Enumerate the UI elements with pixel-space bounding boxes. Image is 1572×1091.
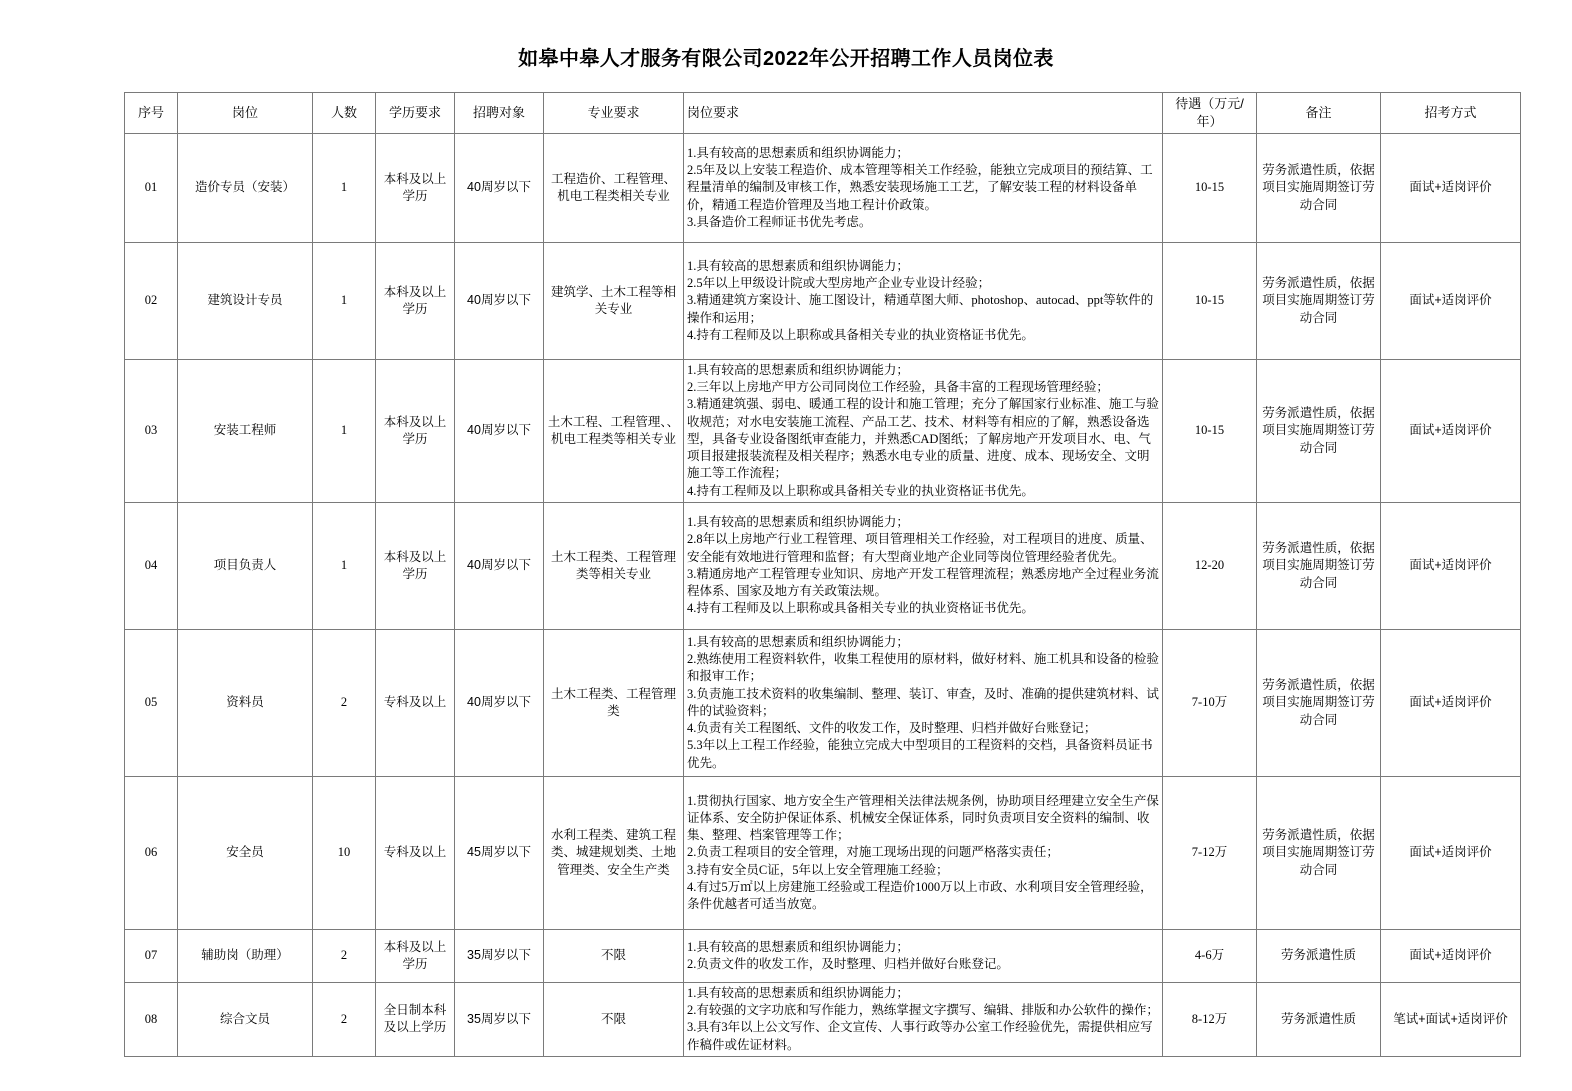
cell-position: 资料员 bbox=[178, 629, 313, 776]
job-table-container bbox=[124, 92, 1508, 1057]
cell-exam: 笔试+面试+适岗评价 bbox=[1381, 982, 1521, 1056]
requirement-line: 3.负责施工技术资料的收集编制、整理、装订、审查，及时、准确的提供建筑材料、试件的试验资料； bbox=[687, 686, 1159, 718]
cell-target: 40周岁以下 bbox=[455, 502, 544, 629]
column-header-target: 招聘对象 bbox=[455, 93, 544, 134]
cell-target: 35周岁以下 bbox=[455, 982, 544, 1056]
column-header-index: 序号 bbox=[125, 93, 178, 134]
cell-requirements bbox=[684, 359, 1163, 502]
cell-education: 本科及以上学历 bbox=[376, 242, 455, 359]
cell-salary: 4-6万 bbox=[1163, 929, 1257, 982]
cell-note: 劳务派遣性质，依据项目实施周期签订劳动合同 bbox=[1257, 629, 1381, 776]
cell-requirements bbox=[684, 502, 1163, 629]
requirement-line: 4.负责有关工程图纸、文件的收发工作，及时整理、归档并做好台账登记； bbox=[687, 721, 1097, 736]
table-row bbox=[125, 502, 1521, 629]
requirement-line: 2.负责文件的收发工作，及时整理、归档并做好台账登记。 bbox=[687, 956, 1009, 971]
requirement-line: 1.贯彻执行国家、地方安全生产管理相关法律法规条例，协助项目经理建立安全生产保证体系、安全防护保证体系、机械安全保证体系，同时负责项目安全资料的编制、收集、整理、档案管理等工作； bbox=[687, 793, 1159, 842]
cell-count: 2 bbox=[313, 929, 376, 982]
cell-education: 专科及以上 bbox=[376, 776, 455, 929]
cell-major: 建筑学、土木工程等相关专业 bbox=[544, 242, 684, 359]
cell-count: 1 bbox=[313, 359, 376, 502]
requirement-line: 2.有较强的文字功底和写作能力，熟练掌握文字撰写、编辑、排版和办公软件的操作； bbox=[687, 1003, 1159, 1018]
requirement-line: 2.5年以上甲级设计院或大型房地产企业专业设计经验； bbox=[687, 276, 991, 290]
column-header-requirements: 岗位要求 bbox=[684, 93, 1163, 134]
table-row bbox=[125, 242, 1521, 359]
cell-position: 建筑设计专员 bbox=[178, 242, 313, 359]
requirement-line: 3.具备造价工程师证书优先考虑。 bbox=[687, 214, 872, 229]
requirement-line: 1.具有较高的思想素质和组织协调能力； bbox=[687, 515, 909, 530]
recruitment-positions-table bbox=[124, 92, 1521, 1057]
requirement-line: 2.三年以上房地产甲方公司同岗位工作经验，具备丰富的工程现场管理经验； bbox=[687, 380, 1109, 395]
cell-salary: 8-12万 bbox=[1163, 982, 1257, 1056]
cell-target: 35周岁以下 bbox=[455, 929, 544, 982]
cell-count: 2 bbox=[313, 629, 376, 776]
cell-education: 本科及以上学历 bbox=[376, 133, 455, 242]
cell-education: 本科及以上学历 bbox=[376, 359, 455, 502]
cell-exam: 面试+适岗评价 bbox=[1381, 359, 1521, 502]
cell-requirements bbox=[684, 133, 1163, 242]
requirement-line: 1.具有较高的思想素质和组织协调能力； bbox=[687, 634, 909, 649]
cell-exam: 面试+适岗评价 bbox=[1381, 776, 1521, 929]
cell-note: 劳务派遣性质 bbox=[1257, 982, 1381, 1056]
requirement-line: 1.具有较高的思想素质和组织协调能力； bbox=[687, 985, 909, 1000]
requirement-line: 1.具有较高的思想素质和组织协调能力； bbox=[687, 362, 909, 377]
cell-requirements bbox=[684, 776, 1163, 929]
requirement-line: 1.具有较高的思想素质和组织协调能力； bbox=[687, 145, 909, 160]
requirement-line: 3.精通建筑方案设计、施工图设计，精通草图大师、photoshop、autocad、ppt等软件的操作和运用； bbox=[687, 293, 1154, 325]
cell-note: 劳务派遣性质，依据项目实施周期签订劳动合同 bbox=[1257, 133, 1381, 242]
cell-position: 安装工程师 bbox=[178, 359, 313, 502]
table-row bbox=[125, 982, 1521, 1056]
requirement-line: 4.有过5万㎡以上房建施工经验或工程造价1000万以上市政、水利项目安全管理经验，条件优越者可适当放宽。 bbox=[687, 879, 1153, 911]
column-header-count: 人数 bbox=[313, 93, 376, 134]
cell-exam: 面试+适岗评价 bbox=[1381, 502, 1521, 629]
page-title: 如皋中皋人才服务有限公司2022年公开招聘工作人员岗位表 bbox=[518, 48, 1054, 70]
cell-education: 本科及以上学历 bbox=[376, 929, 455, 982]
cell-requirements bbox=[684, 929, 1163, 982]
requirement-line: 2.5年及以上安装工程造价、成本管理等相关工作经验，能独立完成项目的预结算、工程量清单的编制及审核工作，熟悉安装现场施工工艺，了解安装工程的材料设备单价，精通工程造价管理及当地工程计价政策。 bbox=[687, 163, 1153, 212]
cell-salary: 7-10万 bbox=[1163, 629, 1257, 776]
cell-target: 40周岁以下 bbox=[455, 242, 544, 359]
cell-salary: 7-12万 bbox=[1163, 776, 1257, 929]
requirement-line: 1.具有较高的思想素质和组织协调能力； bbox=[687, 939, 909, 954]
cell-major: 土木工程类、工程管理类等相关专业 bbox=[544, 502, 684, 629]
cell-index: 06 bbox=[125, 776, 178, 929]
cell-target: 40周岁以下 bbox=[455, 629, 544, 776]
cell-target: 40周岁以下 bbox=[455, 359, 544, 502]
cell-education: 专科及以上 bbox=[376, 629, 455, 776]
cell-exam: 面试+适岗评价 bbox=[1381, 133, 1521, 242]
cell-count: 1 bbox=[313, 133, 376, 242]
cell-education: 本科及以上学历 bbox=[376, 502, 455, 629]
table-header bbox=[125, 93, 1521, 134]
cell-exam: 面试+适岗评价 bbox=[1381, 629, 1521, 776]
requirement-line: 3.持有安全员C证，5年以上安全管理施工经验； bbox=[687, 862, 949, 877]
requirement-line: 5.3年以上工程工作经验，能独立完成大中型项目的工程资料的交档，具备资料员证书优先。 bbox=[687, 738, 1153, 770]
requirement-line: 4.持有工程师及以上职称或具备相关专业的执业资格证书优先。 bbox=[687, 601, 1034, 616]
cell-requirements bbox=[684, 629, 1163, 776]
cell-major: 不限 bbox=[544, 929, 684, 982]
cell-index: 05 bbox=[125, 629, 178, 776]
cell-salary: 10-15 bbox=[1163, 133, 1257, 242]
table-row bbox=[125, 929, 1521, 982]
column-header-salary: 待遇（万元/年） bbox=[1163, 93, 1257, 134]
cell-major: 土木工程类、工程管理类 bbox=[544, 629, 684, 776]
column-header-education: 学历要求 bbox=[376, 93, 455, 134]
table-row bbox=[125, 359, 1521, 502]
table-row bbox=[125, 133, 1521, 242]
column-header-exam: 招考方式 bbox=[1381, 93, 1521, 134]
column-header-major: 专业要求 bbox=[544, 93, 684, 134]
requirement-line: 2.熟练使用工程资料软件，收集工程使用的原材料，做好材料、施工机具和设备的检验和报审工作； bbox=[687, 652, 1159, 684]
cell-major: 不限 bbox=[544, 982, 684, 1056]
cell-major: 水利工程类、建筑工程类、城建规划类、土地管理类、安全生产类 bbox=[544, 776, 684, 929]
cell-note: 劳务派遣性质 bbox=[1257, 929, 1381, 982]
cell-count: 1 bbox=[313, 502, 376, 629]
cell-target: 40周岁以下 bbox=[455, 133, 544, 242]
cell-note: 劳务派遣性质，依据项目实施周期签订劳动合同 bbox=[1257, 776, 1381, 929]
table-row bbox=[125, 629, 1521, 776]
column-header-note: 备注 bbox=[1257, 93, 1381, 134]
cell-index: 02 bbox=[125, 242, 178, 359]
table-body bbox=[125, 133, 1521, 1056]
requirement-line: 3.精通房地产工程管理专业知识、房地产开发工程管理流程；熟悉房地产全过程业务流程体系、国家及地方有关政策法规。 bbox=[687, 566, 1159, 599]
requirement-line: 4.持有工程师及以上职称或具备相关专业的执业资格证书优先。 bbox=[687, 327, 1034, 342]
cell-index: 04 bbox=[125, 502, 178, 629]
cell-position: 项目负责人 bbox=[178, 502, 313, 629]
cell-major: 工程造价、工程管理、机电工程类相关专业 bbox=[544, 133, 684, 242]
header-row bbox=[125, 93, 1521, 134]
cell-index: 01 bbox=[125, 133, 178, 242]
requirement-line: 3.精通建筑强、弱电、暖通工程的设计和施工管理；充分了解国家行业标准、施工与验收规范；对水电安装施工流程、产品工艺、技术、材料等有相应的了解，熟悉设备选型，具备专业设备图纸审查能力，并熟悉CAD图纸；了解房地产开发项目水、电、气项目报建报装流程及相关程序；熟悉水电专业的质量、进度、成本、现场安全、文明施工等工作流程； bbox=[687, 397, 1159, 481]
cell-count: 10 bbox=[313, 776, 376, 929]
cell-major: 土木工程、工程管理、、机电工程类等相关专业 bbox=[544, 359, 684, 502]
cell-count: 1 bbox=[313, 242, 376, 359]
cell-position: 综合文员 bbox=[178, 982, 313, 1056]
cell-note: 劳务派遣性质，依据项目实施周期签订劳动合同 bbox=[1257, 242, 1381, 359]
cell-requirements bbox=[684, 982, 1163, 1056]
cell-position: 安全员 bbox=[178, 776, 313, 929]
column-header-position: 岗位 bbox=[178, 93, 313, 134]
table-row bbox=[125, 776, 1521, 929]
cell-exam: 面试+适岗评价 bbox=[1381, 929, 1521, 982]
cell-position: 造价专员（安装） bbox=[178, 133, 313, 242]
requirement-line: 1.具有较高的思想素质和组织协调能力； bbox=[687, 258, 909, 273]
cell-requirements bbox=[684, 242, 1163, 359]
cell-note: 劳务派遣性质，依据项目实施周期签订劳动合同 bbox=[1257, 502, 1381, 629]
cell-education: 全日制本科及以上学历 bbox=[376, 982, 455, 1056]
cell-count: 2 bbox=[313, 982, 376, 1056]
cell-index: 07 bbox=[125, 929, 178, 982]
requirement-line: 3.具有3年以上公文写作、企文宣传、人事行政等办公室工作经验优先，需提供相应写作稿件或佐证材料。 bbox=[687, 1020, 1153, 1052]
cell-salary: 12-20 bbox=[1163, 502, 1257, 629]
requirement-line: 2.8年以上房地产行业工程管理、项目管理相关工作经验，对工程项目的进度、质量、安全能有效地进行管理和监督；有大型商业地产企业同等岗位管理经验者优先。 bbox=[687, 532, 1153, 564]
requirement-line: 4.持有工程师及以上职称或具备相关专业的执业资格证书优先。 bbox=[687, 483, 1034, 498]
cell-position: 辅助岗（助理） bbox=[178, 929, 313, 982]
cell-exam: 面试+适岗评价 bbox=[1381, 242, 1521, 359]
cell-target: 45周岁以下 bbox=[455, 776, 544, 929]
cell-salary: 10-15 bbox=[1163, 359, 1257, 502]
cell-index: 08 bbox=[125, 982, 178, 1056]
cell-index: 03 bbox=[125, 359, 178, 502]
cell-note: 劳务派遣性质，依据项目实施周期签订劳动合同 bbox=[1257, 359, 1381, 502]
cell-salary: 10-15 bbox=[1163, 242, 1257, 359]
requirement-line: 2.负责工程项目的安全管理，对施工现场出现的问题严格落实责任； bbox=[687, 845, 1059, 860]
